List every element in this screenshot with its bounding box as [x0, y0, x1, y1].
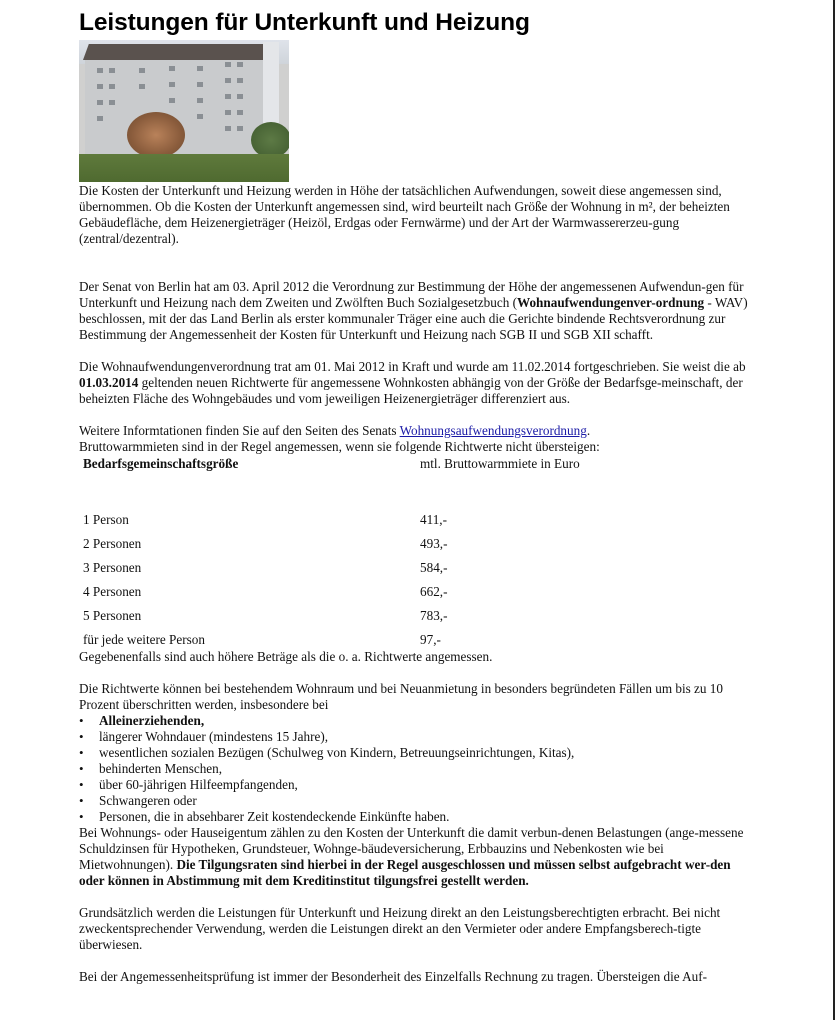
monthly-rent-cell: 662,- — [420, 584, 448, 599]
household-size-cell: 2 Personen — [83, 536, 142, 551]
regulation-link[interactable]: Wohnungsaufwendungsverordnung — [399, 423, 587, 438]
monthly-rent-cell: 493,- — [420, 536, 448, 551]
bullet-icon: • — [79, 713, 84, 728]
column-header-monthly-rent: mtl. Bruttowarmmiete in Euro — [420, 456, 580, 471]
individual-case-paragraph: Bei der Angemessenheitsprüfung ist immer der Besonderheit des Einzelfalls Rechnung zu tragen. Übersteigen die Auf- — [79, 969, 708, 984]
effective-date: 01.03.2014 — [79, 375, 139, 390]
monthly-rent-cell: 411,- — [420, 512, 447, 527]
regulation-update-paragraph: Die Wohnaufwendungenverordnung trat am 01. Mai 2012 in Kraft und wurde am 11.02.2014 fortgeschrieben. Sie weist die ab 01.03.2014 geltenden neuen Richtwerte für angemessene Wohnkosten abhängig von der Größe der Bedarfsge-meinschaft, der beheizten Fläche des Wohngebäudes und vom jeweiligen Heizenergieträger differenziert aus. — [79, 359, 746, 406]
table-row — [79, 535, 584, 559]
monthly-rent-cell: 97,- — [420, 632, 441, 647]
more-info-paragraph: Weitere Informtationen finden Sie auf den Seiten des Senats Wohnungsaufwendungsverordnung. — [79, 423, 591, 438]
household-size-cell: 4 Personen — [83, 584, 142, 599]
senate-regulation-paragraph: Der Senat von Berlin hat am 03. April 2012 die Verordnung zur Bestimmung der Höhe der angemessenen Aufwendun-gen für Unterkunft und Heizung nach dem Zweiten und Zwölften Buch Sozialgesetzbuch (Wohnaufwendungenver-ordnung - WAV) beschlossen, mit der das Land Berlin als erster kommunaler Träger eine auch die Gerichte bindende Rechtsverordnung zur Bestimmung der Angemessenheit der Kosten für Unterkunft und Heizung nach SGB II und SGB XII schafft. — [79, 279, 748, 342]
direct-payment-paragraph: Grundsätzlich werden die Leistungen für Unterkunft und Heizung direkt an den Leistungsberechtigten erbracht. Bei nicht zweckentsprechender Verwendung, werden die Leistungen direkt an den Vermieter oder andere Empfangsberech-tigte überwiesen. — [79, 905, 721, 952]
regulation-name: Wohnaufwendungenver-ordnung — [517, 295, 705, 310]
table-row — [79, 583, 584, 607]
list-item: • über 60-jährigen Hilfeempfangenden, — [79, 777, 298, 792]
intro-paragraph: Die Kosten der Unterkunft und Heizung werden in Höhe der tatsächlichen Aufwendungen, soweit diese angemessen sind, übernommen. Ob die Kosten der Unterkunft angemessen sind, wird beurteilt nach Größe der Wohnung in m², der beheizten Gebäudefläche, dem Heizenergieträger (Heizöl, Erdgas oder Fernwärme) und der Art der Warmwassererzeu-gung (zentral/dezentral). — [79, 183, 730, 246]
household-size-cell: 1 Person — [83, 512, 129, 527]
bullet-icon: • — [79, 761, 84, 776]
apartment-building-photo — [79, 40, 289, 182]
exception-criteria-list — [79, 713, 751, 825]
household-size-cell: für jede weitere Person — [83, 632, 205, 647]
list-item: • wesentlichen sozialen Bezügen (Schulweg von Kindern, Betreuungseinrichtungen, Kitas), — [79, 745, 575, 760]
monthly-rent-cell: 783,- — [420, 608, 448, 623]
bullet-icon: • — [79, 729, 84, 744]
table-row — [79, 511, 584, 535]
document-page — [79, 0, 751, 985]
monthly-rent-cell: 584,- — [420, 560, 448, 575]
repayment-note: Die Tilgungsraten sind hierbei in der Regel ausgeschlossen und müssen selbst aufgebracht wer-den oder können in Abstimmung mit dem Kreditinstitut tilgungsfrei gestellt werden. — [79, 857, 731, 888]
bullet-icon: • — [79, 809, 84, 824]
list-item: • Personen, die in absehbarer Zeit kostendeckende Einkünfte haben. — [79, 809, 450, 824]
list-item: • längerer Wohndauer (mindestens 15 Jahre), — [79, 729, 329, 744]
home-ownership-paragraph: Bei Wohnungs- oder Hauseigentum zählen zu den Kosten der Unterkunft die damit verbun-denen Belastungen (ange-messene Schuldzinsen für Hypotheken, Grundsteuer, Wohnge-bäudeversicherung, Erbbauzins und Nebenkosten wie bei Mietwohnungen). Die Tilgungsraten sind hierbei in der Regel ausgeschlossen und müssen selbst aufgebracht wer-den oder können in Abstimmung mit dem Kreditinstitut tilgungsfrei gestellt werden. — [79, 825, 744, 888]
household-size-cell: 3 Personen — [83, 560, 142, 575]
table-row — [79, 559, 584, 583]
table-row — [79, 607, 584, 631]
bullet-icon: • — [79, 793, 84, 808]
page-title: Leistungen für Unterkunft und Heizung — [79, 9, 530, 36]
table-header-row — [79, 455, 584, 511]
list-item: • Schwangeren oder — [79, 793, 197, 808]
higher-amounts-note: Gegebenenfalls sind auch höhere Beträge als die o. a. Richtwerte angemessen. — [79, 649, 493, 664]
list-item: • behinderten Menschen, — [79, 761, 223, 776]
table-row — [79, 631, 584, 649]
rent-guideline-intro: Bruttowarmmieten sind in der Regel angemessen, wenn sie folgende Richtwerte nicht übersteigen: — [79, 439, 600, 454]
bullet-icon: • — [79, 777, 84, 792]
household-size-cell: 5 Personen — [83, 608, 142, 623]
exceedance-paragraph: Die Richtwerte können bei bestehendem Wohnraum und bei Neuanmietung in besonders begründeten Fällen um bis zu 10 Prozent überschritten werden, insbesondere bei — [79, 681, 723, 712]
column-header-household-size: Bedarfsgemeinschaftsgröße — [83, 456, 239, 471]
bullet-icon: • — [79, 745, 84, 760]
rent-guideline-table — [79, 455, 584, 649]
list-item: • Alleinerziehenden, — [79, 713, 205, 728]
